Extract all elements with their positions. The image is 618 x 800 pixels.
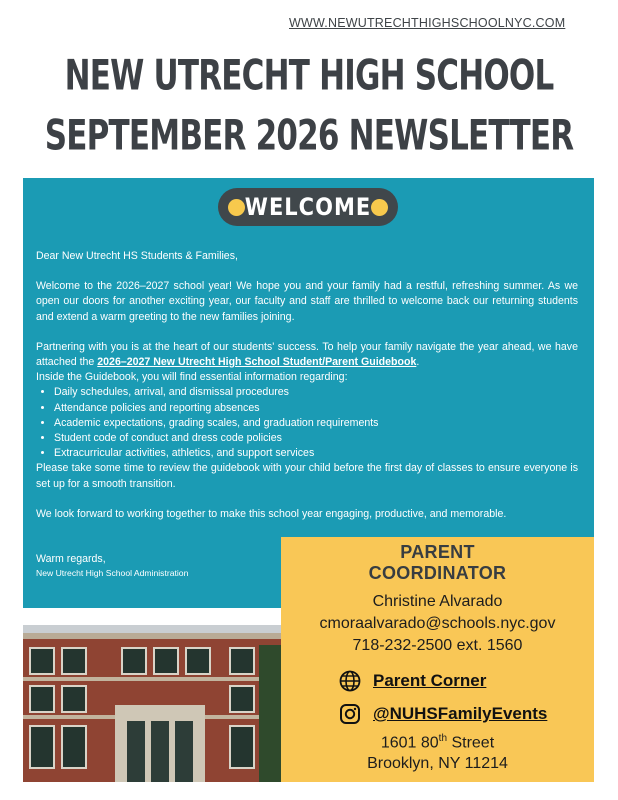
- page-title: NEW UTRECHT HIGH SCHOOL: [64, 51, 554, 101]
- instagram-link[interactable]: @NUHSFamilyEvents: [373, 704, 548, 723]
- list-item: • Extracurricular activities, athletics, and support services: [54, 446, 578, 461]
- parent-corner-link[interactable]: Parent Corner: [373, 671, 487, 690]
- badge-dot-right: [371, 199, 388, 216]
- address-street: 1601 80th Street: [380, 733, 495, 752]
- list-item: • Attendance policies and reporting absences: [54, 401, 578, 416]
- coordinator-heading-2: COORDINATOR: [368, 563, 507, 583]
- guidebook-link[interactable]: 2026–2027 New Utrecht High School Student/Parent Guidebook: [97, 356, 417, 369]
- coordinator-name: Christine Alvarado: [372, 593, 503, 610]
- guidebook-topics-list: [36, 385, 578, 461]
- coordinator-email[interactable]: cmoraalvarado@schools.nyc.gov: [319, 615, 556, 632]
- coordinator-heading: PARENT: [400, 542, 475, 562]
- welcome-badge-label: WELCOME: [244, 193, 372, 221]
- signature-text: New Utrecht High School Administration: [36, 568, 189, 578]
- welcome-letter: [36, 249, 578, 522]
- badge-dot-left: [228, 199, 245, 216]
- school-building-photo: [23, 625, 281, 782]
- list-item: • Daily schedules, arrival, and dismissal procedures: [54, 385, 578, 400]
- instagram-icon: [339, 703, 361, 725]
- guidebook-intro: Inside the Guidebook, you will find essential information regarding:: [36, 371, 348, 384]
- website-link[interactable]: WWW.NEWUTRECHTHIGHSCHOOLNYC.COM: [289, 16, 566, 30]
- globe-icon: [339, 670, 361, 692]
- address-city: Brooklyn, NY 11214: [367, 755, 508, 772]
- parent-corner-row: [339, 668, 486, 694]
- paragraph-closing: We look forward to working together to make this school year engaging, productive, and memorable.: [36, 507, 507, 520]
- salutation: Dear New Utrecht HS Students & Families,: [36, 250, 238, 262]
- parent-coordinator-box: [281, 537, 594, 782]
- welcome-badge: [218, 188, 398, 226]
- regards-text: Warm regards,: [36, 553, 106, 565]
- instagram-row: [339, 701, 547, 727]
- list-item: • Academic expectations, grading scales, and graduation requirements: [54, 416, 578, 431]
- list-item: • Student code of conduct and dress code policies: [54, 431, 578, 446]
- newsletter-subtitle: SEPTEMBER 2026 NEWSLETTER: [44, 111, 574, 161]
- paragraph-review: Please take some time to review the guidebook with your child before the first day of classes to ensure everyone is set up for a smooth transition.: [36, 462, 578, 490]
- paragraph-welcome: Welcome to the 2026–2027 school year! We hope you and your family had a restful, refreshing summer. As we open our doors for another exciting year, our faculty and staff are thrilled to welcome back our returning students and extend a warm greeting to the new families joining.: [36, 280, 578, 323]
- signoff: [36, 552, 188, 580]
- paragraph-partnering: Partnering with you is at the heart of our students' success. To help your family navigate the year ahead, we have attached the 2026–2027 New Utrecht High School Student/Parent Guidebook.: [36, 340, 578, 369]
- coordinator-phone: 718-232-2500 ext. 1560: [352, 637, 523, 654]
